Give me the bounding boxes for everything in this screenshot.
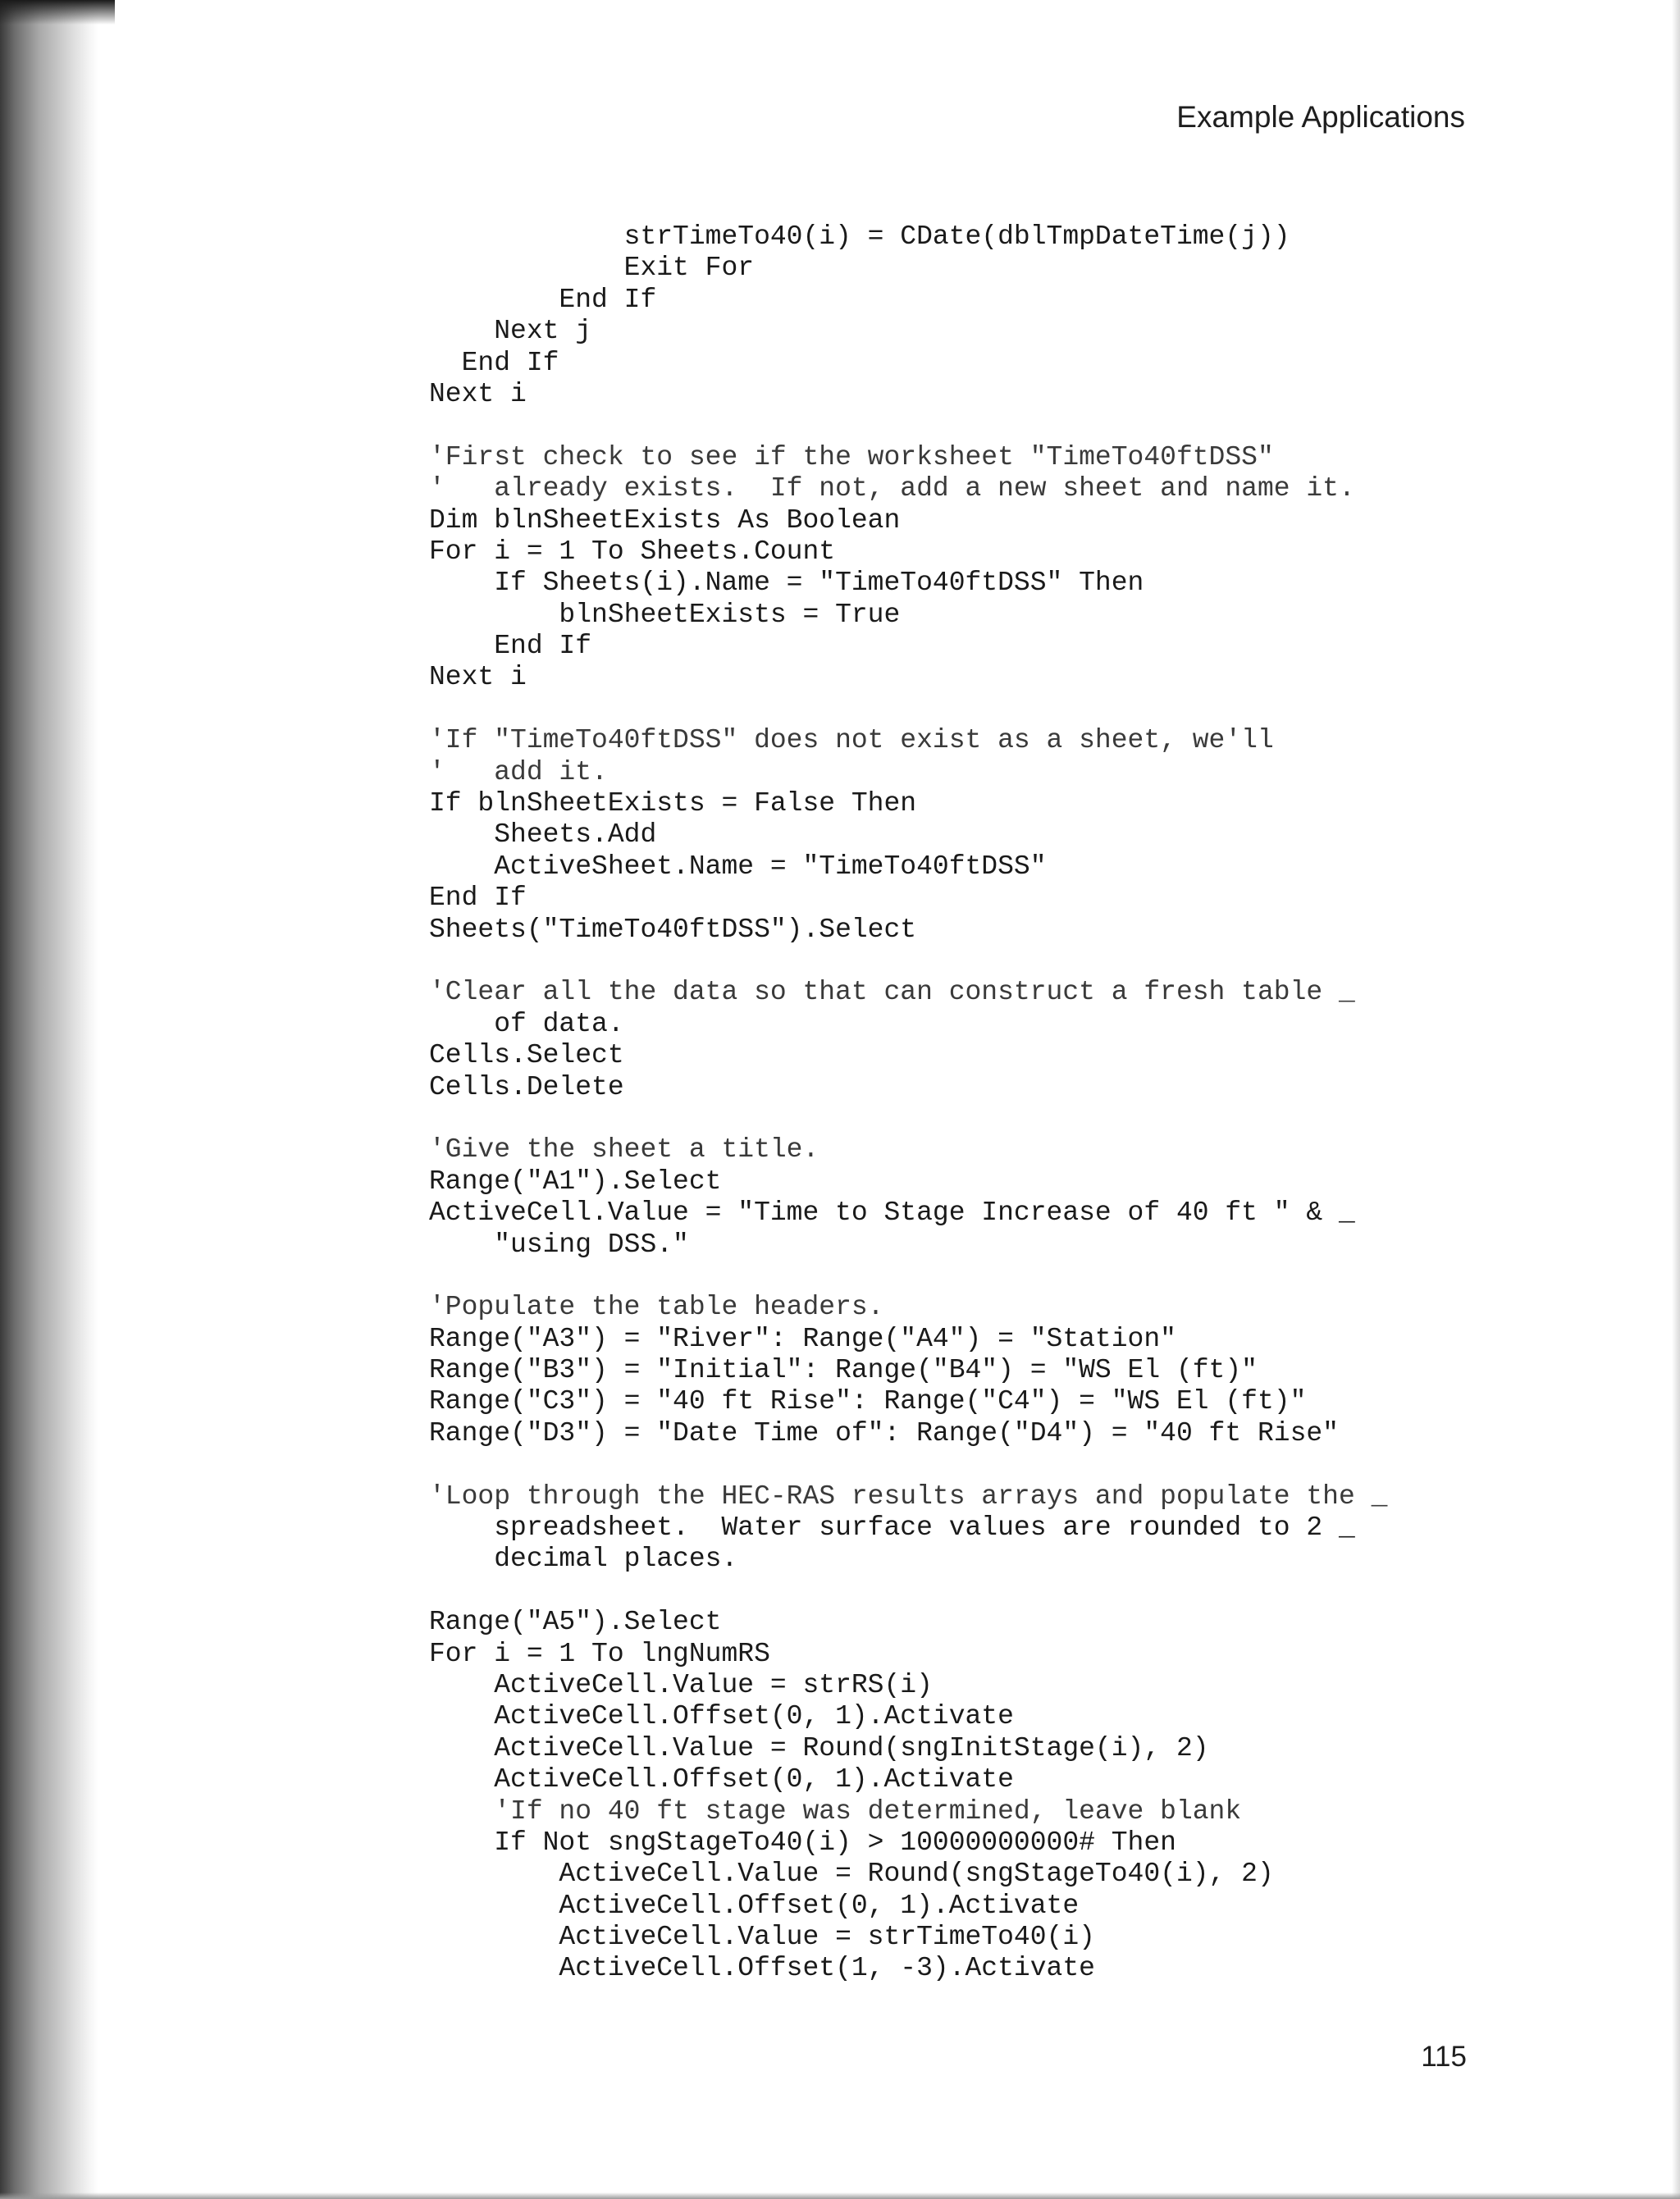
code-line: End If <box>429 631 592 662</box>
code-line: Range("A1").Select <box>429 1166 722 1197</box>
book-binding-shadow <box>0 0 98 2199</box>
code-line: ActiveCell.Value = "Time to Stage Increase of 40 ft " & _ <box>429 1198 1355 1229</box>
code-line: Sheets("TimeTo40ftDSS").Select <box>429 914 917 945</box>
code-line: "using DSS." <box>429 1229 689 1260</box>
code-line: Range("D3") = "Date Time of": Range("D4") = "40 ft Rise" <box>429 1417 1339 1449</box>
code-line: Range("A3") = "River": Range("A4") = "Station" <box>429 1323 1176 1354</box>
page-bottom-edge <box>0 2192 1680 2199</box>
code-comment-line: 'First check to see if the worksheet "TimeTo40ftDSS" <box>429 441 1274 472</box>
code-line: Range("C3") = "40 ft Rise": Range("C4") = "WS El (ft)" <box>429 1386 1307 1417</box>
code-comment-line: 'Loop through the HEC-RAS results arrays and populate the _ <box>429 1480 1388 1512</box>
code-comment-line: 'Clear all the data so that can construct a fresh table _ <box>429 977 1355 1008</box>
code-blank-line <box>429 410 1387 441</box>
code-line: Range("A5").Select <box>429 1607 722 1638</box>
code-blank-line <box>429 1449 1387 1480</box>
code-line: ActiveCell.Value = strTimeTo40(i) <box>429 1922 1095 1953</box>
code-line: Next i <box>429 378 527 409</box>
code-blank-line <box>429 1103 1387 1134</box>
code-line: spreadsheet. Water surface values are rounded to 2 _ <box>429 1512 1355 1544</box>
code-line: Next i <box>429 662 527 693</box>
code-line: End If <box>429 347 559 378</box>
code-line: ActiveCell.Value = strRS(i) <box>429 1669 933 1700</box>
code-blank-line <box>429 946 1387 977</box>
code-line: Exit For <box>429 253 755 284</box>
page-right-edge <box>1672 0 1680 2199</box>
code-line: ActiveCell.Offset(0, 1).Activate <box>429 1890 1080 1921</box>
code-line: ActiveCell.Offset(1, -3).Activate <box>429 1953 1095 1984</box>
code-line: Dim blnSheetExists As Boolean <box>429 504 901 536</box>
code-line: strTimeTo40(i) = CDate(dblTmpDateTime(j)) <box>429 221 1290 252</box>
code-line: Next j <box>429 316 592 347</box>
code-line: If Sheets(i).Name = "TimeTo40ftDSS" Then <box>429 568 1144 599</box>
code-blank-line <box>429 694 1387 725</box>
code-line: Range("B3") = "Initial": Range("B4") = "WS El (ft)" <box>429 1355 1258 1386</box>
code-line: ActiveCell.Offset(0, 1).Activate <box>429 1764 1014 1795</box>
code-line: ActiveSheet.Name = "TimeTo40ftDSS" <box>429 851 1047 882</box>
code-line: If Not sngStageTo40(i) > 10000000000# Then <box>429 1827 1176 1858</box>
code-line: For i = 1 To lngNumRS <box>429 1638 770 1669</box>
code-comment-line: 'Give the sheet a title. <box>429 1134 819 1166</box>
code-comment-line: 'If no 40 ft stage was determined, leave blank <box>429 1795 1242 1827</box>
code-line: ActiveCell.Value = Round(sngStageTo40(i), 2) <box>429 1859 1274 1890</box>
code-comment-line: ' add it. <box>429 756 608 787</box>
code-line: Cells.Delete <box>429 1071 624 1102</box>
code-comment-line: 'Populate the table headers. <box>429 1292 884 1323</box>
code-line: ActiveCell.Value = Round(sngInitStage(i), 2) <box>429 1732 1209 1763</box>
running-header: Example Applications <box>1176 100 1465 134</box>
page-corner-shadow <box>0 0 115 25</box>
code-line: decimal places. <box>429 1544 738 1575</box>
code-line: If blnSheetExists = False Then <box>429 788 917 819</box>
code-line: Sheets.Add <box>429 819 657 851</box>
code-line: End If <box>429 284 657 315</box>
code-comment-line: ' already exists. If not, add a new sheet and name it. <box>429 473 1355 504</box>
code-line: of data. <box>429 1008 624 1039</box>
code-line: ActiveCell.Offset(0, 1).Activate <box>429 1701 1014 1732</box>
code-line: Cells.Select <box>429 1040 624 1071</box>
code-blank-line <box>429 1576 1387 1607</box>
code-line: End If <box>429 883 527 914</box>
code-comment-line: 'If "TimeTo40ftDSS" does not exist as a sheet, we'll <box>429 725 1274 756</box>
code-line: For i = 1 To Sheets.Count <box>429 536 836 567</box>
code-listing <box>429 221 1387 1985</box>
code-blank-line <box>429 1261 1387 1292</box>
page-number: 115 <box>1421 2041 1467 2073</box>
code-line: blnSheetExists = True <box>429 599 901 630</box>
